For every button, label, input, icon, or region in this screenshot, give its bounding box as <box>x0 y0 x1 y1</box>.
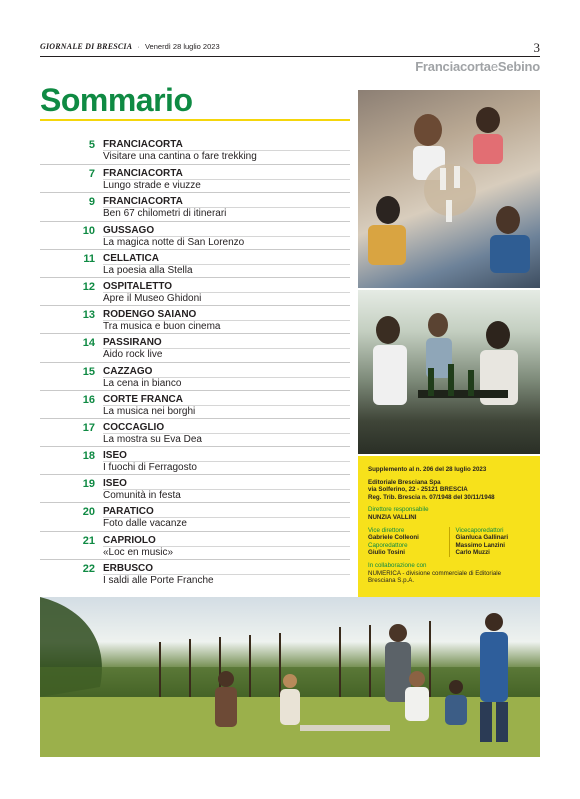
toc-place: RODENGO SAIANO <box>103 309 197 321</box>
table-of-contents <box>40 136 350 587</box>
toc-place: CORTE FRANCA <box>103 393 183 405</box>
toc-description: Foto dalle vacanze <box>103 518 187 530</box>
registration-info: Reg. Trib. Brescia n. 07/1948 del 30/11/1948 <box>368 493 495 501</box>
collaboration-text: NUMERICA - divisione commerciale di Editoriale Bresciana S.p.A. <box>368 569 502 585</box>
staff-columns <box>368 527 530 557</box>
toc-description: La cena in bianco <box>103 377 182 389</box>
toc-place: GUSSAGO <box>103 224 155 236</box>
toc-page-number: 20 <box>82 506 95 519</box>
toc-place: FRANCIACORTA <box>103 196 183 208</box>
toc-description: Visitare una cantina o fare trekking <box>103 151 257 162</box>
toc-page-number: 22 <box>82 562 95 575</box>
photo-wine-illustration <box>358 290 540 454</box>
section-tag-part3: Sebino <box>497 59 540 74</box>
page-header <box>40 42 540 56</box>
deputy-chief-1: Gianluca Gallinari <box>455 534 509 542</box>
supplement-note: Supplemento al n. 206 del 28 luglio 2023 <box>368 466 487 473</box>
toc-entry <box>40 418 350 446</box>
toc-place: PASSIRANO <box>103 337 162 349</box>
photo-toast-illustration <box>358 90 540 288</box>
toc-page-number: 14 <box>82 337 95 350</box>
toc-page-number: 13 <box>82 309 95 322</box>
toc-page-number: 19 <box>82 478 95 491</box>
director-name: NUNZIA VALLINI <box>368 513 417 521</box>
toc-page-number: 7 <box>88 168 95 181</box>
newspaper-name: GIORNALE DI BRESCIA <box>40 42 133 51</box>
toc-description: Tra musica e buon cinema <box>103 321 221 333</box>
photo-toast <box>358 90 540 288</box>
toc-description: I fuochi di Ferragosto <box>103 462 197 474</box>
toc-page-number: 17 <box>82 421 95 434</box>
colophon-box <box>358 456 540 597</box>
photo-vineyard-illustration <box>40 597 540 757</box>
toc-entry <box>40 333 350 361</box>
toc-place: ISEO <box>103 450 127 462</box>
toc-description: Comunità in festa <box>103 490 181 502</box>
toc-description: Ben 67 chilometri di itinerari <box>103 208 227 220</box>
toc-description: La musica nei borghi <box>103 405 196 417</box>
toc-entry <box>40 136 350 164</box>
toc-description: La poesia alla Stella <box>103 264 193 276</box>
toc-entry <box>40 192 350 220</box>
header-separator: · <box>137 42 140 51</box>
toc-page-number: 10 <box>82 224 95 237</box>
toc-page-number: 12 <box>82 280 95 293</box>
toc-place: FRANCIACORTA <box>103 139 183 150</box>
vice-director-name: Gabriele Colleoni <box>368 534 419 542</box>
toc-place: COCCAGLIO <box>103 421 165 433</box>
toc-place: ERBUSCO <box>103 562 154 574</box>
chief-editor-name: Giulio Tosini <box>368 549 406 557</box>
header-rule <box>40 56 540 57</box>
toc-entry <box>40 305 350 333</box>
toc-place: CELLATICA <box>103 252 159 264</box>
toc-place: ISEO <box>103 478 127 490</box>
deputy-chief-3: Carlo Muzzi <box>455 549 490 557</box>
toc-entry <box>40 221 350 249</box>
director-label: Direttore responsabile <box>368 506 429 514</box>
toc-place: FRANCIACORTA <box>103 168 183 180</box>
toc-entry <box>40 390 350 418</box>
toc-description: Apre il Museo Ghidoni <box>103 292 202 304</box>
page-number: 3 <box>533 40 540 55</box>
toc-description: La mostra su Eva Dea <box>103 433 202 445</box>
publisher-name: Editoriale Bresciana Spa <box>368 478 441 486</box>
page-title: Sommario <box>40 82 193 118</box>
toc-entry <box>40 249 350 277</box>
toc-page-number: 9 <box>88 196 95 209</box>
toc-description: La magica notte di San Lorenzo <box>103 236 245 248</box>
chief-editor-label: Caporedattore <box>368 541 408 549</box>
toc-page-number: 16 <box>82 393 95 406</box>
toc-entry <box>40 559 350 587</box>
toc-entry <box>40 446 350 474</box>
toc-page-number: 18 <box>82 450 95 463</box>
toc-page-number: 5 <box>88 139 95 151</box>
issue-date: Venerdì 28 luglio 2023 <box>144 42 220 51</box>
deputy-chief-2: Massimo Lanzini <box>455 541 506 549</box>
toc-description: Lungo strade e viuzze <box>103 180 201 192</box>
toc-page-number: 15 <box>82 365 95 378</box>
toc-entry <box>40 474 350 502</box>
photo-vineyard-picnic <box>40 597 540 757</box>
toc-entry <box>40 531 350 559</box>
toc-page-number: 11 <box>83 252 95 265</box>
photo-wine-pouring <box>358 290 540 454</box>
toc-place: PARATICO <box>103 506 154 518</box>
toc-description: I saldi alle Porte Franche <box>103 574 214 586</box>
toc-entry <box>40 164 350 192</box>
title-underline <box>40 119 350 121</box>
toc-entry <box>40 362 350 390</box>
toc-description: «Loc en music» <box>103 546 174 558</box>
toc-entry <box>40 277 350 305</box>
section-tag <box>415 59 540 74</box>
deputy-chief-label: Vicecaporedattori <box>455 526 504 534</box>
toc-page-number: 21 <box>82 534 95 547</box>
collaboration-label: In collaborazione con <box>368 561 427 569</box>
section-tag-part2: e <box>490 59 498 74</box>
section-tag-part1: Franciacorta <box>415 59 491 74</box>
toc-entry <box>40 502 350 530</box>
toc-place: CAPRIOLO <box>103 534 156 546</box>
vice-director-label: Vice direttore <box>368 526 405 534</box>
publisher-address: via Solferino, 22 - 25121 BRESCIA <box>368 486 468 494</box>
toc-place: OSPITALETTO <box>103 280 173 292</box>
toc-description: Aido rock live <box>103 349 163 361</box>
toc-place: CAZZAGO <box>103 365 153 377</box>
